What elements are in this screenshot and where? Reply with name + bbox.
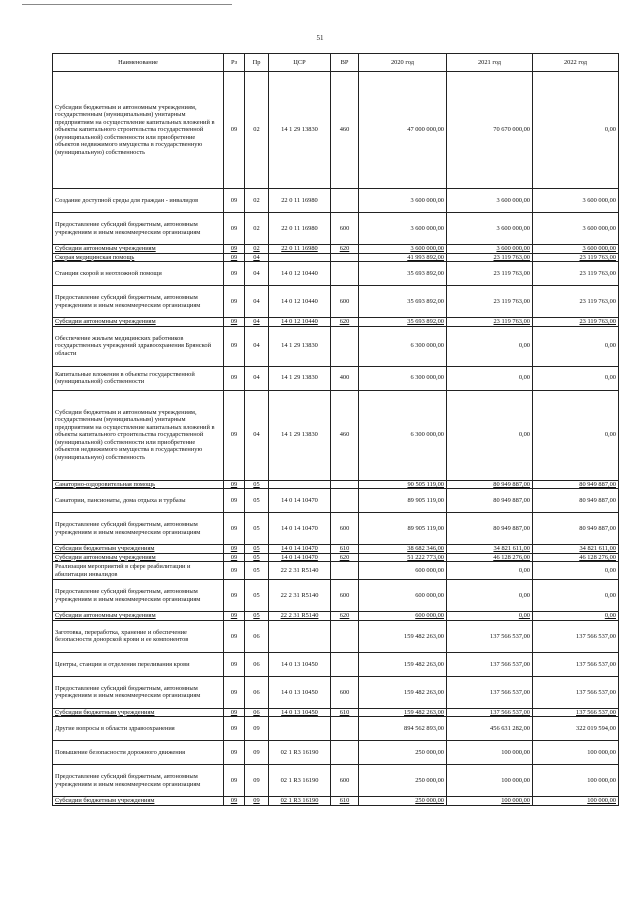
cell-y2022: 137 566 537,00 — [533, 620, 619, 652]
cell-y2021: 0,00 — [447, 326, 533, 366]
budget-table — [52, 53, 619, 806]
cell-y2021: 100 000,00 — [447, 797, 533, 806]
cell-y2022: 23 119 763,00 — [533, 262, 619, 286]
cell-y2020: 35 693 892,00 — [359, 318, 447, 327]
cell-vr: 600 — [331, 676, 359, 708]
cell-y2020: 35 693 892,00 — [359, 286, 447, 318]
table-row — [53, 797, 619, 806]
cell-csr: 14 1 29 13830 — [269, 326, 331, 366]
cell-csr — [269, 480, 331, 489]
cell-pr: 06 — [245, 708, 269, 717]
cell-y2022: 0,00 — [533, 390, 619, 480]
cell-pr: 09 — [245, 717, 269, 741]
cell-pr: 06 — [245, 652, 269, 676]
cell-y2020: 41 993 892,00 — [359, 253, 447, 262]
cell-vr: 610 — [331, 545, 359, 554]
cell-y2020: 47 000 000,00 — [359, 72, 447, 189]
cell-vr — [331, 741, 359, 765]
cell-y2022: 23 119 763,00 — [533, 286, 619, 318]
cell-rz: 09 — [224, 480, 245, 489]
cell-y2020: 3 600 000,00 — [359, 189, 447, 213]
cell-csr: 14 0 14 10470 — [269, 489, 331, 513]
cell-y2020: 6 300 000,00 — [359, 390, 447, 480]
cell-rz: 09 — [224, 612, 245, 621]
cell-name: Субсидии автономным учреждениям — [53, 612, 224, 621]
cell-pr: 09 — [245, 765, 269, 797]
table-row — [53, 562, 619, 580]
cell-name: Субсидии бюджетным учреждениям — [53, 545, 224, 554]
cell-name: Предоставление субсидий бюджетным, автономным учреждениям и иным некоммерческим организациям — [53, 580, 224, 612]
cell-y2021: 137 566 537,00 — [447, 676, 533, 708]
cell-csr: 14 0 14 10470 — [269, 513, 331, 545]
cell-name: Скорая медицинская помощь — [53, 253, 224, 262]
table-row — [53, 326, 619, 366]
cell-vr: 460 — [331, 390, 359, 480]
cell-name: Предоставление субсидий бюджетным, автономным учреждениям и иным некоммерческим организациям — [53, 513, 224, 545]
cell-csr: 14 0 14 10470 — [269, 553, 331, 562]
cell-rz: 09 — [224, 652, 245, 676]
cell-y2022: 137 566 537,00 — [533, 676, 619, 708]
cell-vr — [331, 620, 359, 652]
cell-csr: 14 0 12 10440 — [269, 286, 331, 318]
table-row — [53, 480, 619, 489]
cell-name: Субсидии автономным учреждениям — [53, 553, 224, 562]
cell-rz: 09 — [224, 545, 245, 554]
table-row — [53, 213, 619, 245]
cell-rz: 09 — [224, 676, 245, 708]
header-2020: 2020 год — [359, 54, 447, 72]
cell-pr: 05 — [245, 480, 269, 489]
cell-rz: 09 — [224, 708, 245, 717]
cell-y2020: 3 600 000,00 — [359, 213, 447, 245]
cell-y2021: 3 600 000,00 — [447, 189, 533, 213]
table-row — [53, 390, 619, 480]
cell-y2021: 23 119 763,00 — [447, 318, 533, 327]
cell-rz: 09 — [224, 366, 245, 390]
cell-y2020: 250 000,00 — [359, 797, 447, 806]
cell-rz: 09 — [224, 253, 245, 262]
cell-pr: 02 — [245, 245, 269, 254]
table-row — [53, 253, 619, 262]
cell-vr: 600 — [331, 765, 359, 797]
cell-y2022: 0,00 — [533, 562, 619, 580]
cell-pr: 02 — [245, 72, 269, 189]
cell-vr — [331, 562, 359, 580]
table-row — [53, 612, 619, 621]
cell-pr: 05 — [245, 580, 269, 612]
cell-y2021: 100 000,00 — [447, 741, 533, 765]
cell-rz: 09 — [224, 797, 245, 806]
cell-y2021: 80 949 887,00 — [447, 480, 533, 489]
cell-y2021: 80 949 887,00 — [447, 513, 533, 545]
cell-y2020: 6 300 000,00 — [359, 366, 447, 390]
cell-name: Субсидии автономным учреждениям — [53, 318, 224, 327]
cell-vr: 600 — [331, 213, 359, 245]
cell-vr: 620 — [331, 245, 359, 254]
cell-y2022: 3 600 000,00 — [533, 213, 619, 245]
cell-y2020: 3 600 000,00 — [359, 245, 447, 254]
cell-csr: 22 0 11 16980 — [269, 245, 331, 254]
cell-vr: 460 — [331, 72, 359, 189]
page-number: 51 — [316, 34, 324, 42]
cell-vr — [331, 480, 359, 489]
cell-y2022: 322 019 594,00 — [533, 717, 619, 741]
cell-name: Предоставление субсидий бюджетным, автономным учреждениям и иным некоммерческим организациям — [53, 765, 224, 797]
cell-rz: 09 — [224, 245, 245, 254]
header-rz: Рз — [224, 54, 245, 72]
cell-rz: 09 — [224, 318, 245, 327]
cell-y2022: 0,00 — [533, 366, 619, 390]
cell-y2022: 137 566 537,00 — [533, 652, 619, 676]
cell-pr: 04 — [245, 326, 269, 366]
table-row — [53, 72, 619, 189]
cell-y2020: 159 482 263,00 — [359, 708, 447, 717]
cell-y2022: 0,00 — [533, 612, 619, 621]
cell-csr — [269, 620, 331, 652]
cell-rz: 09 — [224, 717, 245, 741]
cell-csr: 22 2 31 R5140 — [269, 612, 331, 621]
cell-y2021: 80 949 887,00 — [447, 489, 533, 513]
cell-y2020: 89 905 119,00 — [359, 489, 447, 513]
cell-vr: 610 — [331, 797, 359, 806]
cell-name: Субсидии бюджетным и автономным учреждениям, государственным (муниципальным) унитарным предприятиям на осуществление капитальных вложений в объекты капитального строительства государственной (муниципальной) собственности или приобретение объектов недвижимого имущества в государственную (муниципальную) собственность — [53, 72, 224, 189]
table-row — [53, 245, 619, 254]
cell-y2022: 100 000,00 — [533, 741, 619, 765]
cell-y2021: 0,00 — [447, 366, 533, 390]
cell-y2021: 0,00 — [447, 612, 533, 621]
header-2022: 2022 год — [533, 54, 619, 72]
cell-name: Другие вопросы в области здравоохранения — [53, 717, 224, 741]
cell-rz: 09 — [224, 562, 245, 580]
cell-pr: 05 — [245, 545, 269, 554]
cell-vr: 610 — [331, 708, 359, 717]
cell-rz: 09 — [224, 489, 245, 513]
cell-pr: 06 — [245, 620, 269, 652]
table-row — [53, 286, 619, 318]
cell-pr: 04 — [245, 318, 269, 327]
cell-pr: 06 — [245, 676, 269, 708]
table-row — [53, 553, 619, 562]
cell-vr: 620 — [331, 612, 359, 621]
cell-rz: 09 — [224, 620, 245, 652]
cell-y2021: 456 631 282,00 — [447, 717, 533, 741]
table-row — [53, 765, 619, 797]
cell-csr: 14 0 12 10440 — [269, 262, 331, 286]
cell-y2021: 0,00 — [447, 562, 533, 580]
cell-csr: 14 0 14 10470 — [269, 545, 331, 554]
cell-y2021: 0,00 — [447, 580, 533, 612]
cell-y2021: 23 119 763,00 — [447, 262, 533, 286]
cell-y2020: 38 682 346,00 — [359, 545, 447, 554]
table-row — [53, 489, 619, 513]
cell-csr: 22 0 11 16980 — [269, 189, 331, 213]
cell-y2021: 23 119 763,00 — [447, 253, 533, 262]
cell-rz: 09 — [224, 262, 245, 286]
cell-rz: 09 — [224, 741, 245, 765]
cell-vr: 620 — [331, 553, 359, 562]
table-row — [53, 652, 619, 676]
cell-pr: 05 — [245, 612, 269, 621]
cell-pr: 02 — [245, 189, 269, 213]
table-header-row — [53, 54, 619, 72]
cell-pr: 05 — [245, 489, 269, 513]
cell-vr — [331, 489, 359, 513]
cell-pr: 09 — [245, 797, 269, 806]
cell-y2021: 3 600 000,00 — [447, 213, 533, 245]
cell-vr — [331, 717, 359, 741]
table-row — [53, 545, 619, 554]
table-row — [53, 620, 619, 652]
cell-name: Предоставление субсидий бюджетным, автономным учреждениям и иным некоммерческим организациям — [53, 286, 224, 318]
cell-rz: 09 — [224, 213, 245, 245]
table-row — [53, 513, 619, 545]
cell-csr: 14 1 29 13830 — [269, 390, 331, 480]
cell-y2022: 3 600 000,00 — [533, 245, 619, 254]
header-name: Наименование — [53, 54, 224, 72]
cell-rz: 09 — [224, 553, 245, 562]
cell-pr: 04 — [245, 286, 269, 318]
cell-pr: 04 — [245, 253, 269, 262]
cell-y2021: 70 670 000,00 — [447, 72, 533, 189]
table-row — [53, 717, 619, 741]
cell-csr: 14 0 13 10450 — [269, 652, 331, 676]
header-pr: Пр — [245, 54, 269, 72]
cell-csr: 22 0 11 16980 — [269, 213, 331, 245]
cell-name: Реализация мероприятий в сфере реабилитации и абилитации инвалидов — [53, 562, 224, 580]
cell-y2022: 80 949 887,00 — [533, 489, 619, 513]
cell-pr: 09 — [245, 741, 269, 765]
cell-y2020: 159 482 263,00 — [359, 676, 447, 708]
cell-rz: 09 — [224, 326, 245, 366]
header-vr: ВР — [331, 54, 359, 72]
cell-vr — [331, 262, 359, 286]
cell-y2020: 6 300 000,00 — [359, 326, 447, 366]
cell-vr — [331, 652, 359, 676]
cell-rz: 09 — [224, 72, 245, 189]
table-row — [53, 708, 619, 717]
cell-y2022: 34 821 611,00 — [533, 545, 619, 554]
table-row — [53, 366, 619, 390]
cell-name: Санатории, пансионаты, дома отдыха и турбазы — [53, 489, 224, 513]
cell-pr: 05 — [245, 553, 269, 562]
table-row — [53, 741, 619, 765]
table-row — [53, 262, 619, 286]
cell-rz: 09 — [224, 580, 245, 612]
cell-y2021: 23 119 763,00 — [447, 286, 533, 318]
cell-csr — [269, 253, 331, 262]
cell-csr: 14 1 29 13830 — [269, 72, 331, 189]
cell-vr — [331, 189, 359, 213]
cell-y2022: 46 128 276,00 — [533, 553, 619, 562]
table-row — [53, 318, 619, 327]
cell-y2021: 137 566 537,00 — [447, 652, 533, 676]
cell-csr: 02 1 R3 16190 — [269, 741, 331, 765]
cell-pr: 05 — [245, 562, 269, 580]
cell-y2022: 137 566 537,00 — [533, 708, 619, 717]
cell-csr: 22 2 31 R5140 — [269, 580, 331, 612]
cell-csr: 02 1 R3 16190 — [269, 765, 331, 797]
cell-pr: 05 — [245, 513, 269, 545]
cell-y2021: 100 000,00 — [447, 765, 533, 797]
cell-rz: 09 — [224, 189, 245, 213]
cell-name: Субсидии бюджетным учреждениям — [53, 797, 224, 806]
cell-y2020: 35 693 892,00 — [359, 262, 447, 286]
cell-vr — [331, 326, 359, 366]
cell-vr: 620 — [331, 318, 359, 327]
header-csr: ЦСР — [269, 54, 331, 72]
cell-name: Капитальные вложения в объекты государственной (муниципальной) собственности — [53, 366, 224, 390]
table-row — [53, 189, 619, 213]
cell-csr: 22 2 31 R5140 — [269, 562, 331, 580]
cell-y2020: 89 905 119,00 — [359, 513, 447, 545]
cell-y2020: 159 482 263,00 — [359, 652, 447, 676]
cell-name: Обеспечение жильем медицинских работников государственных учреждений здравоохранения Брянской области — [53, 326, 224, 366]
cell-csr: 14 1 29 13830 — [269, 366, 331, 390]
cell-y2022: 100 000,00 — [533, 765, 619, 797]
cell-y2020: 600 000,00 — [359, 612, 447, 621]
cell-name: Санаторно-оздоровительная помощь — [53, 480, 224, 489]
cell-pr: 04 — [245, 366, 269, 390]
cell-name: Создание доступной среды для граждан - инвалидов — [53, 189, 224, 213]
cell-y2020: 894 562 893,00 — [359, 717, 447, 741]
cell-pr: 04 — [245, 390, 269, 480]
cell-rz: 09 — [224, 765, 245, 797]
cell-name: Субсидии бюджетным и автономным учреждениям, государственным (муниципальным) унитарным предприятиям на осуществление капитальных вложений в объекты капитального строительства государственной (муниципальной) собственности или приобретение объектов недвижимого имущества в государственную (муниципальную) собственность — [53, 390, 224, 480]
header-2021: 2021 год — [447, 54, 533, 72]
cell-y2022: 100 000,00 — [533, 797, 619, 806]
cell-y2022: 80 949 887,00 — [533, 480, 619, 489]
cell-rz: 09 — [224, 286, 245, 318]
cell-y2021: 3 600 000,00 — [447, 245, 533, 254]
cell-name: Станции скорой и неотложной помощи — [53, 262, 224, 286]
cell-pr: 02 — [245, 213, 269, 245]
cell-rz: 09 — [224, 513, 245, 545]
cell-name: Центры, станции и отделения переливания крови — [53, 652, 224, 676]
cell-vr — [331, 253, 359, 262]
cell-y2020: 600 000,00 — [359, 562, 447, 580]
cell-rz: 09 — [224, 390, 245, 480]
table-row — [53, 676, 619, 708]
cell-csr: 14 0 13 10450 — [269, 676, 331, 708]
cell-y2021: 0,00 — [447, 390, 533, 480]
cell-csr: 14 0 13 10450 — [269, 708, 331, 717]
cell-vr: 400 — [331, 366, 359, 390]
cell-y2020: 159 482 263,00 — [359, 620, 447, 652]
cell-name: Субсидии автономным учреждениям — [53, 245, 224, 254]
table-row — [53, 580, 619, 612]
cell-y2022: 0,00 — [533, 580, 619, 612]
cell-pr: 04 — [245, 262, 269, 286]
cell-name: Предоставление субсидий бюджетным, автономным учреждениям и иным некоммерческим организациям — [53, 213, 224, 245]
cell-y2022: 0,00 — [533, 72, 619, 189]
cell-y2022: 0,00 — [533, 326, 619, 366]
top-rule — [22, 4, 232, 5]
cell-name: Субсидии бюджетным учреждениям — [53, 708, 224, 717]
cell-vr: 600 — [331, 286, 359, 318]
cell-vr: 600 — [331, 580, 359, 612]
cell-y2022: 23 119 763,00 — [533, 318, 619, 327]
cell-name: Предоставление субсидий бюджетным, автономным учреждениям и иным некоммерческим организациям — [53, 676, 224, 708]
cell-y2021: 137 566 537,00 — [447, 620, 533, 652]
cell-name: Повышение безопасности дорожного движения — [53, 741, 224, 765]
cell-y2020: 250 000,00 — [359, 741, 447, 765]
cell-csr — [269, 717, 331, 741]
cell-y2021: 137 566 537,00 — [447, 708, 533, 717]
cell-name: Заготовка, переработка, хранение и обеспечение безопасности донорской крови и ее компонентов — [53, 620, 224, 652]
cell-y2020: 51 222 773,00 — [359, 553, 447, 562]
cell-y2020: 250 000,00 — [359, 765, 447, 797]
cell-y2022: 3 600 000,00 — [533, 189, 619, 213]
cell-y2022: 23 119 763,00 — [533, 253, 619, 262]
cell-y2021: 46 128 276,00 — [447, 553, 533, 562]
cell-y2020: 600 000,00 — [359, 580, 447, 612]
cell-y2020: 90 505 119,00 — [359, 480, 447, 489]
cell-vr: 600 — [331, 513, 359, 545]
cell-y2021: 34 821 611,00 — [447, 545, 533, 554]
cell-y2022: 80 949 887,00 — [533, 513, 619, 545]
cell-csr: 14 0 12 10440 — [269, 318, 331, 327]
cell-csr: 02 1 R3 16190 — [269, 797, 331, 806]
